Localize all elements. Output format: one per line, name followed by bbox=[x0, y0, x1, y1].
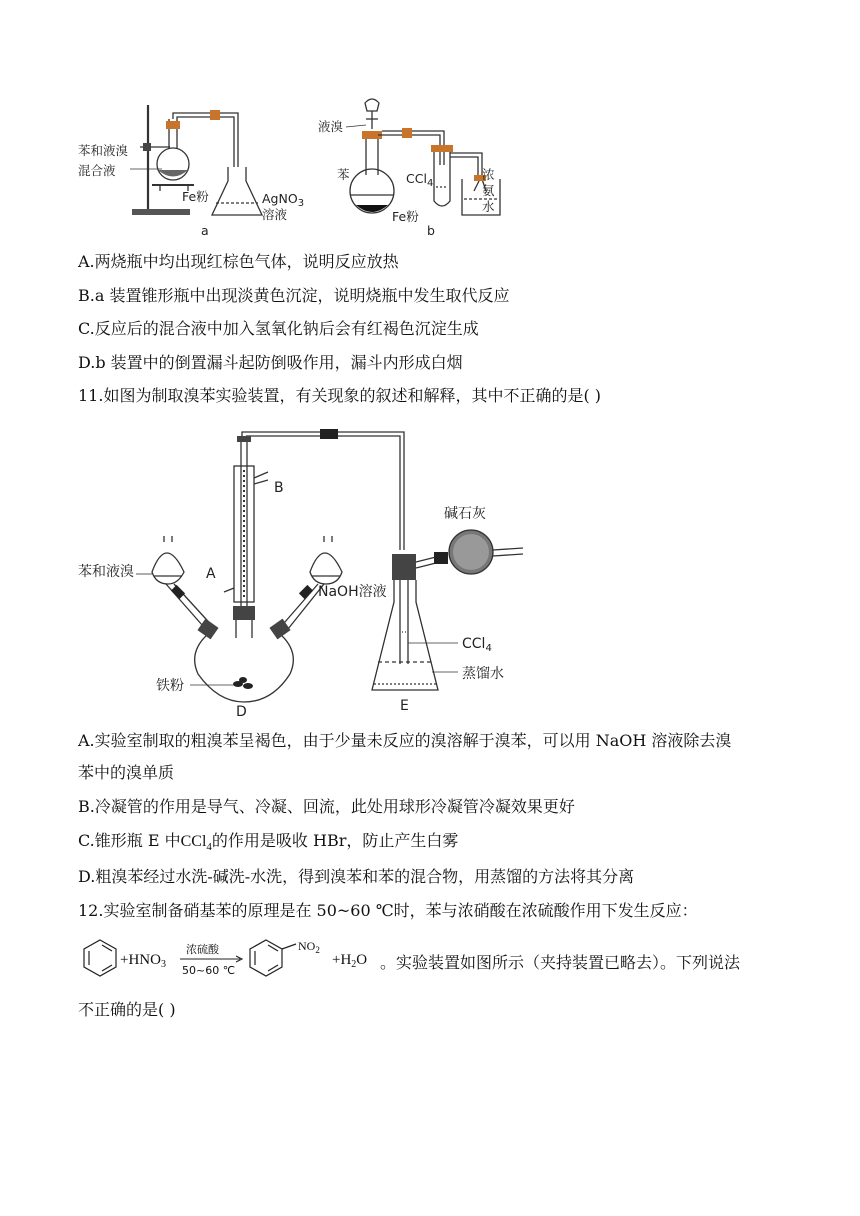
eq-condition: 50~60 ℃ bbox=[182, 964, 236, 977]
label-fe-powder-b: Fe粉 bbox=[392, 209, 419, 224]
q10-option-d: D.b 装置中的倒置漏斗起防倒吸作用，漏斗内形成白烟 bbox=[78, 353, 463, 372]
label-soda-lime: 碱石灰 bbox=[444, 506, 486, 522]
label-d: D bbox=[236, 704, 247, 720]
q12-equation-tail: 。实验装置如图所示（夹持装置已略去）。下列说法 bbox=[380, 953, 741, 972]
label-benzene-bromine: 苯和液溴 bbox=[78, 564, 134, 580]
caption-b: b bbox=[427, 223, 435, 238]
label-ammonia: 氨 bbox=[482, 183, 495, 198]
q12-stem: 12.实验室制备硝基苯的原理是在 50~60 ℃时，苯与浓硝酸在浓硫酸作用下发生反应： bbox=[78, 901, 698, 920]
label-mixture: 混合液 bbox=[78, 163, 116, 178]
label-benzene-bromine-mix: 苯和液溴 bbox=[78, 143, 129, 158]
benzene-ring-icon bbox=[84, 940, 116, 976]
label-condenser-b: B bbox=[274, 480, 284, 496]
label-iron-powder: 铁粉 bbox=[156, 678, 184, 694]
q10-option-c: C.反应后的混合液中加入氢氧化钠后会有红褐色沉淀生成 bbox=[78, 319, 479, 338]
label-water-b: 水 bbox=[482, 199, 495, 214]
label-benzene: 苯 bbox=[337, 167, 350, 182]
q11-option-d: D.粗溴苯经过水洗-碱洗-水洗，得到溴苯和苯的混合物，用蒸馏的方法将其分离 bbox=[78, 867, 635, 886]
q10-option-b: B.a 装置锥形瓶中出现淡黄色沉淀，说明烧瓶中发生取代反应 bbox=[78, 286, 510, 305]
apparatus-figure-ab bbox=[70, 95, 510, 245]
nitration-equation bbox=[80, 936, 380, 986]
caption-a: a bbox=[201, 223, 209, 238]
label-liquid-bromine: 液溴 bbox=[318, 119, 344, 134]
q11-stem: 11.如图为制取溴苯实验装置，有关现象的叙述和解释，其中不正确的是( ) bbox=[78, 386, 602, 405]
label-ccl4-b: CCl$_4$ bbox=[406, 171, 434, 189]
label-fe-powder-a: Fe粉 bbox=[182, 189, 209, 204]
q11-option-b: B.冷凝管的作用是导气、冷凝、回流，此处用球形冷凝管冷凝效果更好 bbox=[78, 797, 575, 816]
q10-option-a: A.两烧瓶中均出现红棕色气体，说明反应放热 bbox=[78, 252, 399, 271]
label-a: A bbox=[206, 566, 216, 582]
eq-h2o: $+H_2O$ bbox=[332, 952, 368, 970]
label-agno3: AgNO$_3$ bbox=[262, 191, 305, 209]
q11-option-c: C.锥形瓶 E 中CCl$_4$的作用是吸收 HBr，防止产生白雾 bbox=[78, 831, 459, 854]
label-ccl4: CCl$_4$ bbox=[462, 636, 492, 654]
eq-catalyst: 浓硫酸 bbox=[186, 943, 219, 956]
eq-hno3: $+HNO_3$ bbox=[120, 952, 166, 970]
label-naoh-solution: NaOH溶液 bbox=[318, 584, 387, 600]
apparatus-b bbox=[350, 99, 500, 215]
q12-stem-end: 不正确的是( ) bbox=[78, 1000, 176, 1019]
label-solution: 溶液 bbox=[262, 207, 288, 222]
apparatus-figure-q11 bbox=[78, 422, 538, 722]
label-conc: 浓 bbox=[482, 167, 495, 182]
label-distilled-water: 蒸馏水 bbox=[462, 666, 504, 682]
label-e: E bbox=[400, 698, 409, 714]
nitrobenzene-ring-icon bbox=[250, 940, 296, 976]
q11-option-a-line2: 苯中的溴单质 bbox=[78, 763, 175, 782]
q11-option-a-line1: A.实验室制取的粗溴苯呈褐色，由于少量未反应的溴溶解于溴苯，可以用 NaOH 溶液除去溴 bbox=[78, 731, 732, 750]
eq-no2: $NO_2$ bbox=[298, 939, 320, 955]
